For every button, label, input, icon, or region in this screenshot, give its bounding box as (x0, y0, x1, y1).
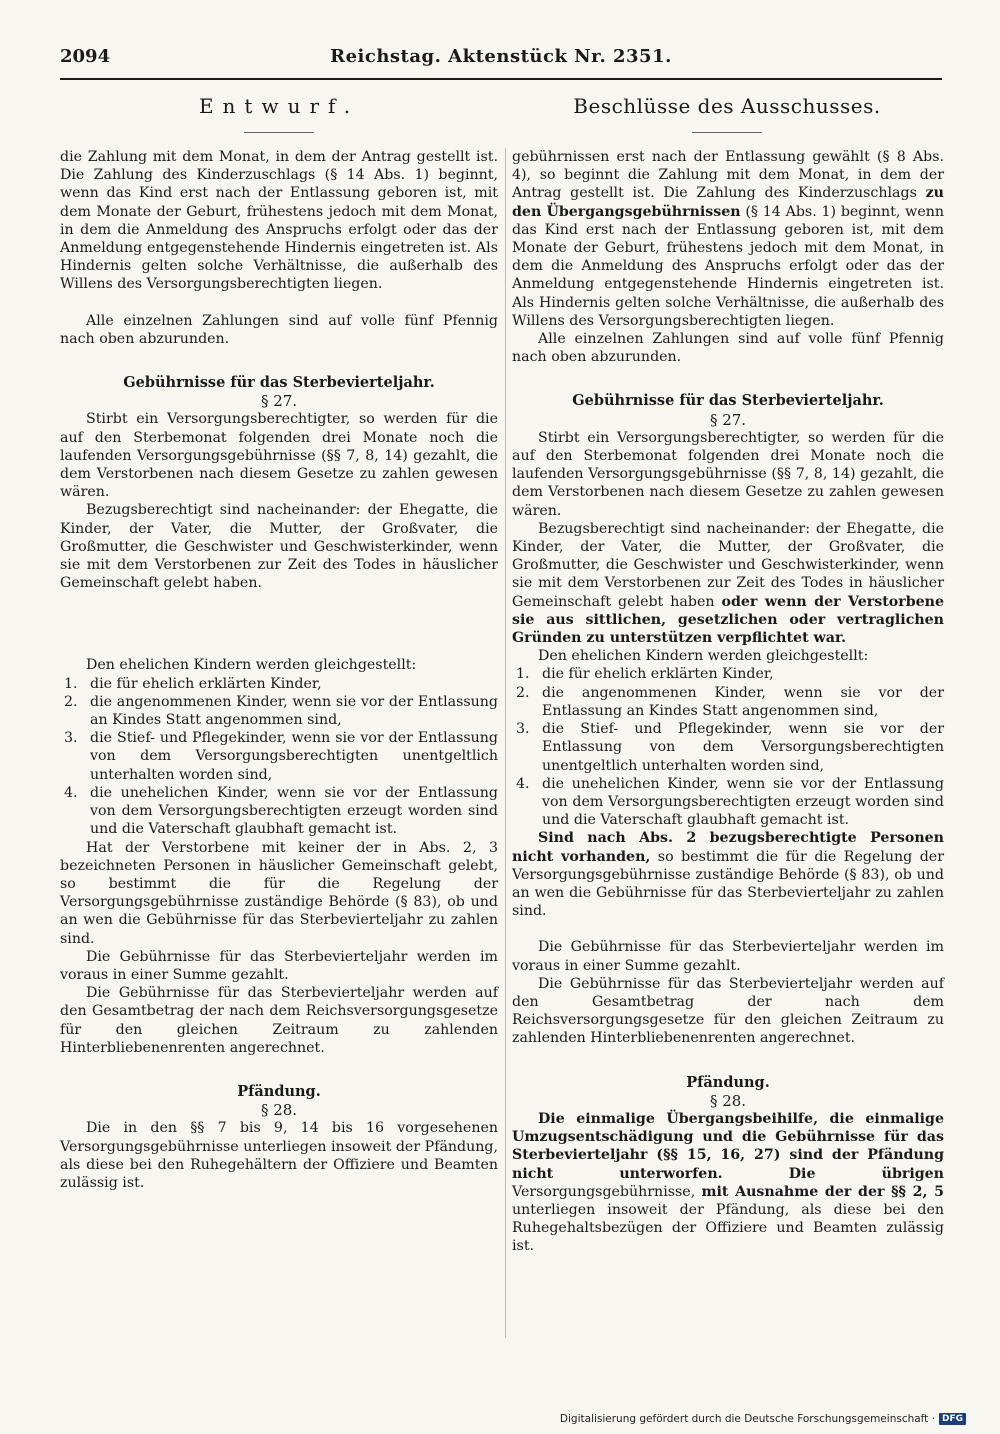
list-item: 1. die für ehelich erklärten Kinder, (64, 675, 322, 692)
left-paragraph: Die in den §§ 7 bis 9, 14 bis 16 vorgesehenen Versorgungsgebührnisse unterliegen insoweit der Pfändung, als diese bei den Ruhegehältern der Offiziere und Beamten zulässig ist. (60, 1120, 498, 1191)
right-paragraph: Stirbt ein Versorgungsberechtigter, so werden für die auf den Sterbemonat folgenden drei Monate noch die laufenden Versorgungsgebührnisse (§§ 7, 8, 14) gezahlt, die dem Verstorbenen nach diesem Gesetze zu zahlen gewesen wären. (512, 429, 944, 519)
footer-text: Digitalisierung gefördert durch die Deutsche Forschungsgemeinschaft · (559, 1413, 935, 1425)
page-number: 2094 (60, 46, 111, 67)
amendment-text: Die einmalige Übergangsbeihilfe, die einmalige Umzugsentschädigung und die Gebührnisse für das Sterbevierteljahr (§§ 15, 16, 27) sind der Pfändung nicht unterworfen. Die übrigen (512, 1110, 944, 1182)
right-paragraph: Die Gebührnisse für das Sterbevierteljahr werden auf den Gesamtbetrag der nach dem Reichsversorgungsgesetze für den gleichen Zeitraum zu zahlenden Hinterbliebenenrenten angerechnet. (512, 975, 944, 1047)
section-number: § 28. (260, 1101, 298, 1120)
list-item: 1. die für ehelich erklärten Kinder, (516, 666, 774, 683)
left-paragraph: Die Gebührnisse für das Sterbevierteljahr werden im voraus in einer Summe gezahlt. (60, 948, 498, 983)
right-title-rule (692, 132, 762, 133)
amendment-text: oder wenn der Verstorbene sie aus sittlichen, gesetzlichen oder vertraglichen Gründen zu unterstützen verpflichtet war. (512, 593, 944, 647)
section-heading: Gebührnisse für das Sterbevierteljahr. (123, 374, 435, 392)
column-divider (505, 148, 506, 1338)
footer-credit (560, 1413, 966, 1425)
right-paragraph: Den ehelichen Kindern werden gleichgestellt: (538, 648, 869, 665)
section-heading: Pfändung. (237, 1082, 321, 1100)
list-item: 4. die unehelichen Kinder, wenn sie vor der Entlassung von dem Versorgungsberechtigten erzeugt worden sind und die Vaterschaft glaubhaft gemacht ist. (64, 784, 498, 838)
left-paragraph: die Zahlung mit dem Monat, in dem der Antrag gestellt ist. Die Zahlung des Kinderzuschlags (§ 14 Abs. 1) beginnt, wenn das Kind erst nach der Entlassung geboren ist, mit dem Monate der Geburt, frühestens jedoch mit dem Monat, in dem die Anmeldung des Anspruchs erfolgt oder das der Anmeldung entgegenstehende Hindernis eingetreten ist. Als Hindernis gelten solche Verhältnisse, die außerhalb des Willens des Versorgungsberechtigten liegen. (60, 149, 498, 293)
right-paragraph: Bezugsberechtigt sind nacheinander: der Ehegatte, die Kinder, der Vater, die Mutter, der Großvater, die Großmutter, die Geschwister und Geschwisterkinder, wenn sie mit dem Verstorbenen zur Zeit des Todes in häuslicher Gemeinschaft gelebt haben oder wenn der Verstorbene sie aus sittlichen, gesetzlichen oder vertraglichen Gründen zu unterstützen verpflichtet war. (512, 520, 944, 647)
right-paragraph: Sind nach Abs. 2 bezugsberechtigte Personen nicht vorhanden, so bestimmt die für die Regelung der Versorgungsgebührnisse zuständige Behörde (§ 83), ob und an wen die Gebührnisse für das Sterbevierteljahr zu zahlen sind. (512, 830, 944, 920)
list-item: 2. die angenommenen Kinder, wenn sie vor der Entlassung an Kindes Statt angenommen sind, (516, 684, 944, 719)
right-paragraph: Die einmalige Übergangsbeihilfe, die einmalige Umzugsentschädigung und die Gebührnisse für das Sterbevierteljahr (§§ 15, 16, 27) sind der Pfändung nicht unterworfen. Die übrigen Versorgungsgebührnisse, mit Ausnahme der der §§ 2, 5 unterliegen insoweit der Pfändung, als diese bei den Ruhegehaltsbezügen der Offiziere und Beamten zulässig ist. (512, 1110, 944, 1255)
right-paragraph: Die Gebührnisse für das Sterbevierteljahr werden im voraus in einer Summe gezahlt. (512, 939, 944, 974)
left-paragraph: Die Gebührnisse für das Sterbevierteljahr werden auf den Gesamtbetrag der nach dem Reichsversorgungsgesetze für den gleichen Zeitraum zu zahlenden Hinterbliebenenrenten angerechnet. (60, 985, 498, 1056)
section-heading: Pfändung. (686, 1073, 770, 1091)
section-number: § 28. (709, 1091, 747, 1110)
amendment-text: mit Ausnahme der der §§ 2, 5 (701, 1183, 944, 1200)
left-title-rule (244, 132, 314, 133)
dfg-logo-icon: DFG (939, 1413, 966, 1425)
list-item: 3. die Stief- und Pflegekinder, wenn sie vor der Entlassung von dem Versorgungsberechtigten unentgeltlich unterhalten worden sind, (64, 730, 498, 783)
left-column-title: Entwurf. (198, 94, 360, 118)
header-rule (60, 78, 942, 80)
right-paragraph: gebührnissen erst nach der Entlassung gewählt (§ 8 Abs. 4), so beginnt die Zahlung mit dem Monat, in dem der Antrag gestellt ist. Die Zahlung des Kinderzuschlags zu den Übergangsgebührnissen (§ 14 Abs. 1) beginnt, wenn das Kind erst nach der Entlassung geboren ist, mit dem Monate der Geburt, frühestens jedoch mit dem Monat, in dem die Anmeldung des Anspruchs erfolgt oder das der Anmeldung entgegenstehende Hindernis eingetreten ist. Als Hindernis gelten solche Verhältnisse, die außerhalb des Willens des Versorgungsberechtigten liegen. (512, 149, 944, 329)
amendment-text: Sind nach Abs. 2 bezugsberechtigte Personen nicht vorhanden, (512, 830, 944, 865)
left-paragraph: Alle einzelnen Zahlungen sind auf volle fünf Pfennig nach oben abzurunden. (60, 312, 498, 347)
list-item: 2. die angenommenen Kinder, wenn sie vor der Entlassung an Kindes Statt angenommen sind, (64, 693, 498, 729)
left-paragraph: Hat der Verstorbene mit keiner der in Abs. 2, 3 bezeichneten Personen in häuslicher Gemeinschaft gelebt, so bestimmt die für die Regelung der Versorgungsgebührnisse zuständige Behörde (§ 83), ob und an wen die Gebührnisse für das Sterbevierteljahr zu zahlen sind. (60, 839, 498, 947)
page-header (60, 46, 942, 76)
right-column (512, 148, 944, 1256)
section-heading: Gebührnisse für das Sterbevierteljahr. (572, 392, 884, 410)
list-item: 4. die unehelichen Kinder, wenn sie vor der Entlassung von dem Versorgungsberechtigten erzeugt worden sind und die Vaterschaft glaubhaft gemacht ist. (516, 775, 944, 829)
left-list (60, 675, 498, 839)
left-paragraph: Den ehelichen Kindern werden gleichgestellt: (86, 657, 417, 674)
running-title: Reichstag. Aktenstück Nr. 2351. (330, 46, 672, 67)
section-number: § 27. (709, 410, 747, 429)
section-number: § 27. (260, 392, 298, 411)
left-paragraph: Stirbt ein Versorgungsberechtigter, so werden für die auf den Sterbemonat folgenden drei Monate noch die laufenden Versorgungsgebührnisse (§§ 7, 8, 14) gezahlt, die dem Verstorbenen nach diesem Gesetze zu zahlen gewesen wären. (60, 411, 498, 501)
right-list (512, 665, 944, 829)
left-column (60, 148, 498, 1192)
right-paragraph: Alle einzelnen Zahlungen sind auf volle fünf Pfennig nach oben abzurunden. (512, 331, 944, 366)
amendment-text: zu den Übergangsgebührnissen (512, 185, 944, 220)
left-paragraph: Bezugsberechtigt sind nacheinander: der Ehegatte, die Kinder, der Vater, die Mutter, der Großvater, die Großmutter, die Geschwister und Geschwisterkinder, wenn sie mit dem Verstorbenen zur Zeit des Todes in häuslicher Gemeinschaft gelebt haben. (60, 502, 498, 592)
right-column-title: Beschlüsse des Ausschusses. (573, 94, 881, 118)
list-item: 3. die Stief- und Pflegekinder, wenn sie vor der Entlassung von dem Versorgungsberechtigten unentgeltlich unterhalten worden sind, (516, 721, 944, 774)
